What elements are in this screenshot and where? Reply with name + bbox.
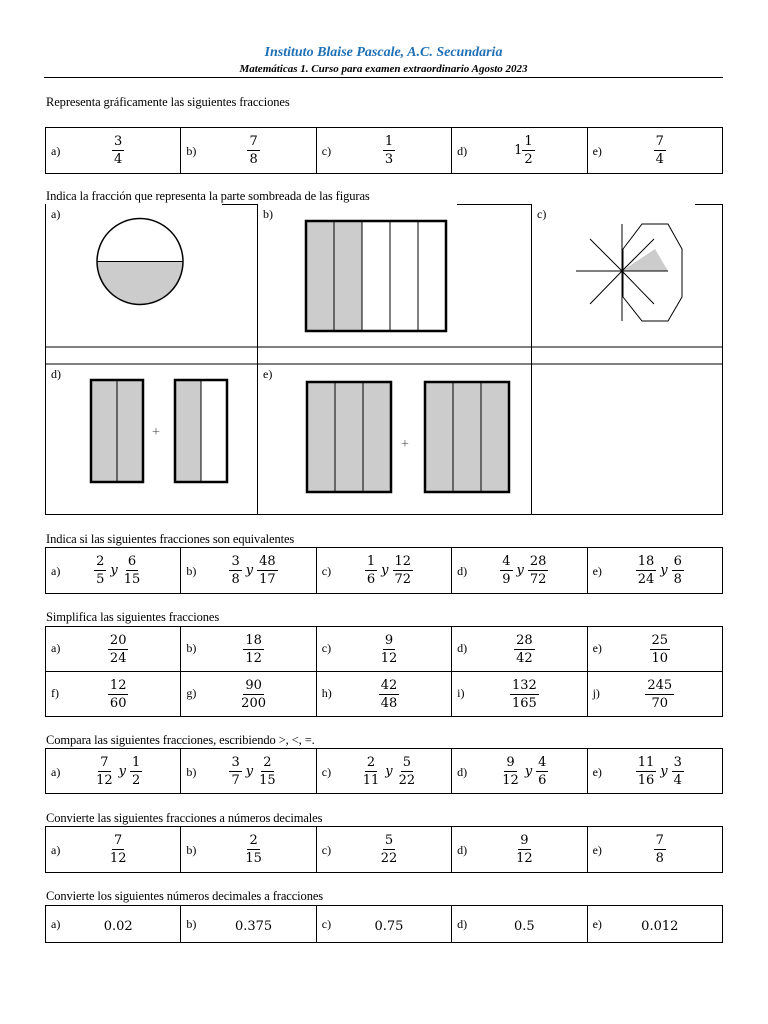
fraction-denominator: 4 [114,152,123,167]
fraction-denominator: 9 [502,572,511,587]
decimal-value: 0.75 [374,918,404,934]
section7-table [45,905,723,943]
fraction-numerator: 18 [245,632,262,648]
fraction [94,554,106,587]
figure-c-octagon [576,224,682,321]
fraction-numerator: 7 [114,833,123,848]
item-label: e) [592,564,602,578]
fraction [500,554,512,587]
item-label: e) [592,917,602,931]
figures-panel [45,204,723,515]
fraction-denominator: 5 [96,572,105,587]
fraction [393,554,414,587]
item-label: d) [457,843,468,857]
plus-sign-d: + [152,425,160,440]
section7-cell [46,906,181,943]
fraction-numerator: 7 [249,134,258,149]
fraction [229,554,241,587]
section7-cell [587,906,722,943]
item-label: a) [51,564,61,578]
fraction [108,833,129,866]
fraction-numerator: 2 [96,554,105,569]
fraction-denominator: 11 [362,772,380,788]
section6-cell [587,827,722,873]
fraction [514,833,535,866]
fraction-denominator: 12 [96,772,113,788]
item-label: d) [457,144,468,158]
fraction-numerator: 6 [673,554,682,569]
item-label: h) [321,686,332,700]
decimal-value: 0.375 [234,918,273,934]
fraction-numerator: 6 [127,554,137,569]
fraction [397,755,418,788]
fraction-denominator: 8 [673,572,682,587]
fraction [122,554,143,587]
connector-y: y [381,563,389,578]
fraction-numerator: 9 [520,833,529,848]
fraction [383,134,395,167]
section1-table [45,127,723,174]
section1-cell-d [452,128,587,174]
item-label: b) [186,641,197,655]
figure-b-label: b) [263,207,273,221]
section6-cell [46,827,181,873]
section3-table [45,547,723,594]
fraction [379,833,400,866]
document-header [44,44,723,76]
fraction-numerator: 12 [109,677,127,693]
fraction [247,134,259,167]
figure-c-label: c) [537,207,547,221]
fraction-numerator: 4 [538,754,547,770]
fraction-numerator: 245 [647,677,673,693]
fraction-denominator: 4 [655,152,664,167]
item-label: b) [186,843,197,857]
fraction [112,134,124,167]
item-label: j) [592,686,600,700]
section7-prompt: Convierte los siguientes números decimales a fracciones [46,889,324,903]
item-label: b) [186,564,197,578]
item-label: c) [321,564,332,578]
fraction [108,678,129,711]
section3-cell [587,548,722,594]
item-label: e) [592,144,602,158]
fraction [257,755,278,788]
fraction-denominator: 72 [394,572,412,587]
connector-y: y [524,763,533,779]
mixed-whole: 1 [514,143,523,158]
fraction [379,678,400,711]
section5-cell [587,749,722,794]
figure-b-rectangle [306,221,446,331]
item-label: c) [321,843,332,857]
section7-cell [181,906,316,943]
item-label: g) [186,686,197,700]
item-label: c) [321,765,332,779]
section1-cell-b [181,128,316,174]
figure-a-circle [97,219,183,305]
connector-y: y [245,563,254,578]
fraction-numerator: 3 [114,134,123,149]
fraction-denominator: 3 [384,152,394,167]
fraction-denominator: 8 [231,572,240,587]
section4-cell [46,672,181,717]
decimal-value: 0.5 [514,918,535,934]
institution-title: Instituto Blaise Pascale, A.C. Secundaria [264,45,503,60]
fraction-denominator: 6 [366,572,376,587]
section4-cell [316,627,451,672]
item-label: a) [51,641,61,655]
fraction-denominator: 12 [502,772,519,788]
fraction [654,833,666,866]
fraction-denominator: 70 [651,695,669,711]
fraction [672,554,684,587]
item-label: f) [51,686,59,700]
fraction-numerator: 9 [384,632,394,648]
section6-cell [316,827,451,873]
section4-table [45,626,723,717]
plus-sign-e: + [401,437,409,452]
fraction-denominator: 12 [516,851,533,866]
fraction [94,755,115,788]
fraction [243,633,264,666]
section6-prompt: Convierte las siguientes fracciones a números decimales [46,811,323,825]
section4-cell [452,627,587,672]
fraction-denominator: 15 [259,772,276,788]
section3-prompt: Indica si las siguientes fracciones son equivalentes [46,532,295,546]
fraction [361,755,382,788]
item-label: a) [51,917,61,931]
fraction-numerator: 42 [380,677,398,693]
section7-cell [316,906,451,943]
item-label: d) [457,641,468,655]
fraction-numerator: 11 [637,754,655,770]
item-label: i) [457,686,465,700]
fraction-denominator: 22 [398,772,416,788]
section4-cell [587,672,722,717]
fraction-numerator: 2 [249,833,258,848]
section6-cell [452,827,587,873]
fraction [108,633,129,666]
fraction-numerator: 1 [366,554,376,569]
connector-y: y [516,563,524,578]
item-label: d) [457,564,468,578]
fraction-numerator: 7 [655,134,664,149]
connector-y: y [118,763,126,779]
fraction [514,633,535,666]
fraction [645,678,674,711]
fraction [500,755,521,788]
item-label: b) [186,144,197,158]
section4-cell [316,672,451,717]
section4-prompt: Simplifica las siguientes fracciones [46,610,220,624]
connector-y: y [385,763,393,779]
fraction-numerator: 132 [511,677,537,693]
fraction-denominator: 2 [524,152,533,167]
section3-cell [181,548,316,594]
fraction-denominator: 24 [109,650,127,666]
fraction-numerator: 20 [109,632,127,648]
section4-cell [181,672,316,717]
figure-e-label: e) [263,367,273,381]
fraction [636,554,657,587]
fraction-denominator: 72 [529,572,547,587]
section4-cell [46,627,181,672]
fraction-denominator: 12 [245,650,262,666]
section3-cell [46,548,181,594]
section5-cell [452,749,587,794]
item-label: d) [457,765,468,779]
connector-y: y [110,563,118,578]
section6-cell [181,827,316,873]
fraction-denominator: 12 [380,650,398,666]
fraction [257,554,278,587]
fraction [379,633,400,666]
decimal-value: 0.012 [641,918,679,934]
fraction-numerator: 7 [655,833,664,848]
fraction [536,755,548,788]
item-label: b) [186,917,197,931]
item-label: e) [592,641,602,655]
fraction-denominator: 42 [516,650,533,666]
fraction-numerator: 28 [516,632,533,648]
fraction-denominator: 15 [123,572,141,587]
fraction [239,678,268,711]
fraction-numerator: 3 [231,754,240,770]
item-label: e) [592,765,602,779]
section6-table [45,826,723,873]
fraction-numerator: 3 [673,754,682,770]
fraction-denominator: 8 [655,851,664,866]
section7-cell [452,906,587,943]
fraction [522,134,534,167]
item-label: c) [321,641,332,655]
section1-cell-e [587,128,722,174]
section4-cell [452,672,587,717]
item-label: b) [186,765,197,779]
fraction [528,554,549,587]
fraction-numerator: 7 [100,754,109,770]
fraction [672,755,684,788]
section1-prompt: Representa gráficamente las siguientes fracciones [46,95,290,109]
fraction-denominator: 48 [380,695,398,711]
fraction-numerator: 18 [637,554,655,569]
item-label: a) [51,144,61,158]
item-label: a) [51,765,61,779]
fraction [650,633,671,666]
section1-cell-a [46,128,181,174]
section3-cell [316,548,451,594]
section5-cell [46,749,181,794]
item-label: a) [51,843,61,857]
fraction-denominator: 165 [511,695,537,711]
fraction-numerator: 9 [506,754,515,770]
fraction-numerator: 5 [384,833,394,848]
connector-y: y [660,763,668,779]
section1-cell-c [316,128,451,174]
fraction [243,833,264,866]
fraction-numerator: 4 [502,554,511,569]
connector-y: y [245,763,254,779]
fraction-denominator: 7 [231,772,240,788]
header-divider [44,77,723,78]
fraction [636,755,657,788]
fraction-denominator: 24 [637,572,655,587]
fraction-denominator: 2 [132,772,141,788]
fraction [365,554,377,587]
section5-prompt: Compara las siguientes fracciones, escribiendo >, <, =. [46,733,315,747]
fraction-denominator: 22 [380,851,398,866]
section5-table [45,748,723,794]
fraction-numerator: 25 [651,632,669,648]
fraction-denominator: 12 [109,851,127,866]
figure-a-label: a) [51,207,61,221]
fraction-denominator: 15 [245,851,262,866]
fraction-numerator: 2 [366,754,376,770]
fraction-numerator: 1 [384,134,394,149]
fraction [510,678,539,711]
section5-cell [181,749,316,794]
item-label: c) [321,917,332,931]
fraction-denominator: 16 [637,772,655,788]
item-label: c) [321,144,332,158]
section4-cell [587,627,722,672]
fraction-denominator: 17 [259,572,276,587]
fraction-numerator: 12 [394,554,412,569]
section5-cell [316,749,451,794]
decimal-value: 0.02 [103,918,133,934]
fraction-numerator: 28 [529,554,547,569]
fraction-denominator: 10 [651,650,669,666]
fraction-denominator: 4 [673,772,682,788]
fraction-numerator: 1 [524,134,533,149]
figure-d-label: d) [51,367,61,381]
fraction-numerator: 1 [132,754,141,770]
figures-svg [45,204,723,515]
fraction-denominator: 200 [241,695,266,711]
fraction-numerator: 2 [263,754,272,770]
fraction-numerator: 3 [231,554,240,569]
fraction-denominator: 6 [538,772,547,788]
fraction-numerator: 5 [402,754,412,770]
fraction-numerator: 48 [259,554,276,569]
item-label: e) [592,843,602,857]
item-label: d) [457,917,468,931]
fraction-denominator: 8 [249,152,258,167]
section4-cell [181,627,316,672]
fraction-denominator: 60 [109,695,127,711]
fraction [229,755,241,788]
section3-cell [452,548,587,594]
fraction [130,755,142,788]
fraction [654,134,666,167]
course-subtitle: Matemáticas 1. Curso para examen extraordinario Agosto 2023 [239,63,528,75]
fraction-numerator: 90 [245,677,262,693]
section2-prompt: Indica la fracción que representa la parte sombreada de las figuras [46,189,370,203]
connector-y: y [660,563,668,578]
